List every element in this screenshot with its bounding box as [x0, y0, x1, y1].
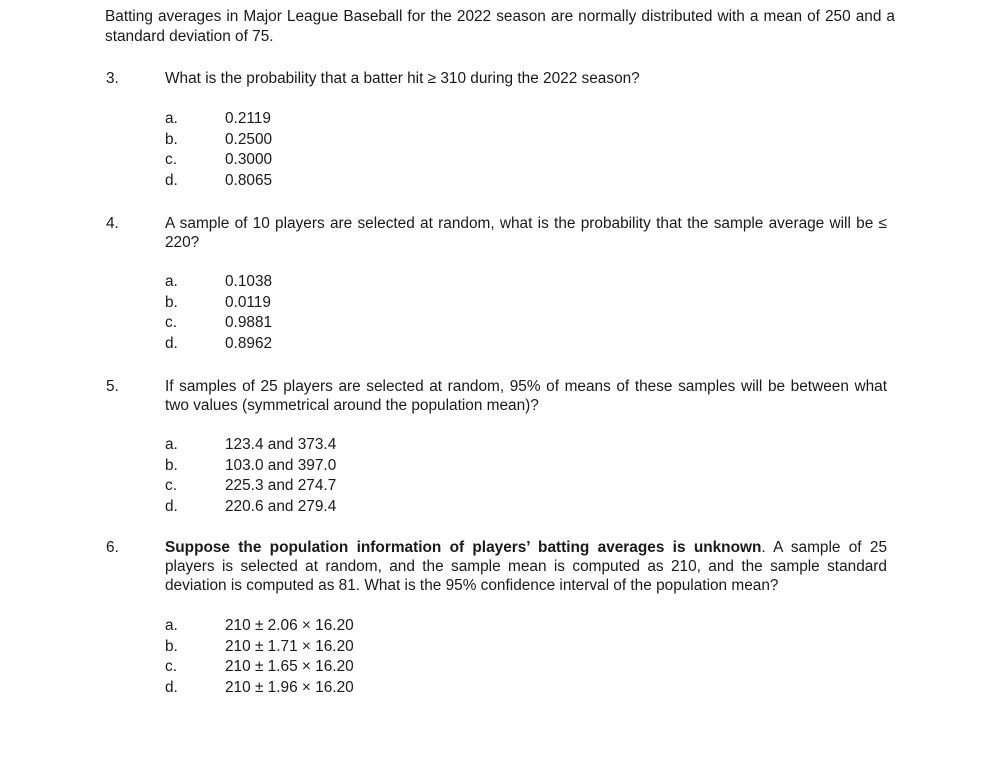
option-value: 103.0 and 397.0 [225, 456, 337, 474]
option-value: 210 ± 2.06 × 16.20 [225, 617, 354, 634]
option-value: 0.0119 [225, 293, 271, 311]
option-letter: b. [165, 130, 178, 148]
question-text: If samples of 25 players are selected at random, 95% of means of these samples will be between what two values (symmetrical around the population mean)? [165, 378, 887, 414]
question-text: What is the probability that a batter hit ≥ 310 during the 2022 season? [165, 70, 640, 87]
option-letter: b. [165, 293, 178, 311]
question-number: 5. [106, 378, 119, 395]
option-letter: b. [165, 637, 178, 655]
question-text: A sample of 10 players are selected at random, what is the probability that the sample average will be ≤ 220? [165, 215, 887, 251]
option-letter: d. [165, 678, 178, 696]
option-letter: a. [165, 436, 178, 453]
option-value: 0.2119 [225, 110, 271, 127]
option-value: 220.6 and 279.4 [225, 497, 337, 515]
option-value: 0.2500 [225, 130, 273, 148]
option-value: 123.4 and 373.4 [225, 436, 337, 453]
option-value: 210 ± 1.71 × 16.20 [225, 637, 354, 655]
option-value: 210 ± 1.96 × 16.20 [225, 678, 354, 696]
question-number: 3. [106, 70, 119, 87]
option-letter: a. [165, 273, 178, 290]
option-value: 0.8962 [225, 334, 273, 352]
option-letter: a. [165, 110, 178, 127]
option-value: 0.1038 [225, 273, 273, 290]
option-value: 0.3000 [225, 151, 273, 169]
option-value: 0.8065 [225, 171, 273, 189]
question-number: 4. [106, 215, 119, 232]
option-value: 0.9881 [225, 314, 273, 332]
option-letter: a. [165, 617, 178, 634]
question-body: . A sample of 25 players is selected at random, and the sample mean is computed as 210, and the sample standard deviation is computed as 81. What is the 95% confidence interval of the population mean? [165, 539, 888, 594]
option-letter: d. [165, 171, 178, 189]
question-text [165, 538, 887, 595]
option-letter: c. [165, 151, 177, 169]
option-letter: c. [165, 314, 177, 332]
problem-intro: Batting averages in Major League Baseball for the 2022 season are normally distributed with a mean of 250 and a standard deviation of 75. [105, 8, 895, 45]
question-number: 6. [106, 539, 119, 556]
option-letter: d. [165, 334, 178, 352]
option-letter: b. [165, 456, 178, 474]
option-letter: c. [165, 477, 177, 495]
option-value: 210 ± 1.65 × 16.20 [225, 658, 354, 676]
option-letter: d. [165, 497, 178, 515]
question-emphasis: Suppose the population information of players’ batting averages is unknown [165, 539, 762, 556]
option-letter: c. [165, 658, 177, 676]
option-value: 225.3 and 274.7 [225, 477, 337, 495]
